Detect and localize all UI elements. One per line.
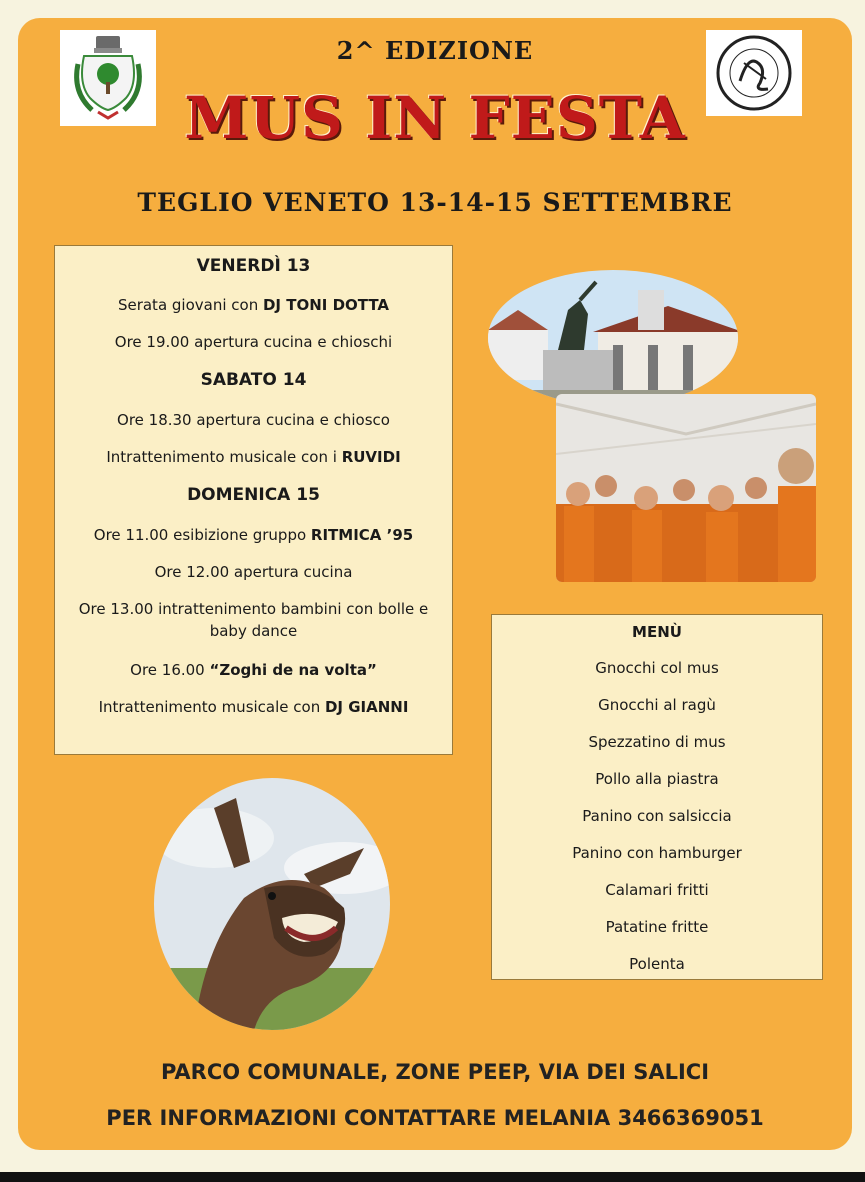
group-photo [556, 394, 816, 582]
menu-item: Polenta [629, 955, 685, 973]
day-heading-saturday: SABATO 14 [200, 370, 307, 390]
menu-item: Gnocchi col mus [595, 659, 719, 677]
menu-item: Gnocchi al ragù [598, 696, 716, 714]
event-place-dates: TEGLIO VENETO 13-14-15 SETTEMBRE [137, 188, 733, 217]
contact-line: PER INFORMAZIONI CONTATTARE MELANIA 3466369051 [106, 1106, 764, 1130]
village-photo [488, 270, 738, 406]
poster-title: MUS IN FESTA [184, 84, 686, 152]
location-line: PARCO COMUNALE, ZONE PEEP, VIA DEI SALICI [160, 1060, 710, 1084]
schedule-item: Ore 18.30 apertura cucina e chiosco [117, 411, 390, 429]
menu-item: Panino con hamburger [572, 844, 742, 862]
schedule-box [54, 245, 453, 755]
schedule-item: Ore 12.00 apertura cucina [154, 563, 353, 581]
schedule-item: Ore 19.00 apertura cucina e chioschi [114, 333, 393, 351]
menu-item: Patatine fritte [605, 918, 709, 936]
schedule-item: Ore 13.00 intrattenimento bambini con bolle e baby dance [78, 600, 429, 640]
menu-title: MENÙ [632, 623, 682, 641]
menu-item: Pollo alla piastra [595, 770, 719, 788]
schedule-item: Serata giovani con DJ TONI DOTTA [117, 296, 390, 314]
menu-item: Calamari fritti [605, 881, 709, 899]
monument-image [488, 270, 738, 406]
schedule-item: Intrattenimento musicale con i RUVIDI [106, 448, 401, 466]
day-heading-friday: VENERDÌ 13 [196, 256, 311, 276]
schedule-item: Ore 16.00 “Zoghi de na volta” [130, 661, 377, 679]
menu-item: Spezzatino di mus [588, 733, 726, 751]
day-heading-sunday: DOMENICA 15 [187, 485, 320, 505]
edition-label: 2^ EDIZIONE [336, 36, 534, 65]
schedule-item: Ore 11.00 esibizione gruppo RITMICA ’95 [93, 526, 414, 544]
menu-box [491, 614, 823, 980]
schedule-item: Intrattenimento musicale con DJ GIANNI [98, 698, 409, 716]
bottom-border [0, 1172, 865, 1182]
menu-item: Panino con salsiccia [582, 807, 732, 825]
donkey-photo [154, 778, 390, 1030]
volunteers-image [556, 394, 816, 582]
event-poster [18, 18, 852, 1150]
laughing-donkey-image [154, 778, 390, 1030]
